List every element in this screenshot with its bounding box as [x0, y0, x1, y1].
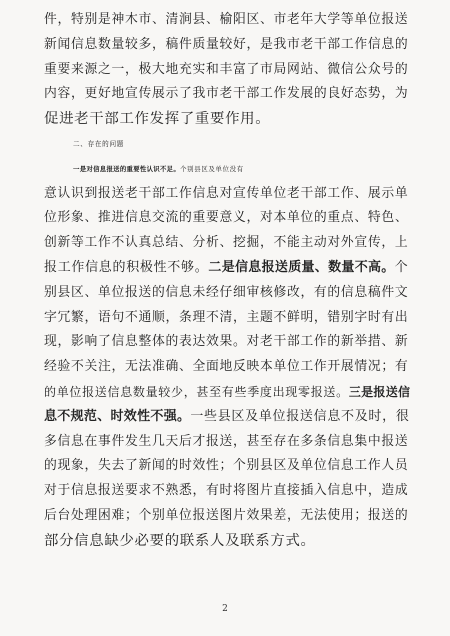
text-run: 的单位报送信息数量较少，甚至有些季度出现零报送。: [44, 384, 349, 399]
text-line: [44, 454, 410, 479]
bold-run: 息不规范、时效性不强。: [44, 408, 191, 424]
bold-run: 三是报送信: [348, 384, 411, 399]
text-line: [44, 529, 410, 554]
text-run: 意认识到报送老干部工作信息对宣传单位老干部工作、展示单: [44, 185, 409, 201]
text-line: 内容，更好地宣传展示了我市老干部工作发展的良好态势，为: [44, 86, 409, 102]
text-run: 现，影响了信息整体的表达效果。对老干部工作的新举措、新: [44, 334, 409, 350]
text-line: [44, 430, 410, 455]
text-run: 后台处理困难；个别单位报送图片效果差，无法使用；报送的: [44, 507, 409, 523]
text-line: [44, 206, 410, 231]
text-line: [44, 330, 410, 355]
section-heading: 二、存在的问题: [73, 139, 125, 148]
text-line: [44, 479, 410, 504]
text-line: 新闻信息数量较多，稿件质量较好，是我市老干部工作信息的: [44, 36, 409, 52]
text-run: 位形象、推进信息交流的重要意义，对本单位的重点、特色、: [44, 210, 409, 226]
text-line: [44, 256, 410, 281]
text-line: [44, 231, 410, 256]
text-line: [44, 355, 410, 380]
text-run: 字冗繁，语句不通顺，条理不清，主题不鲜明，错别字时有出: [44, 309, 409, 325]
document-body: [44, 8, 410, 554]
text-line: [44, 157, 410, 182]
text-line: [44, 281, 410, 306]
text-line: [44, 504, 410, 529]
text-line: 促进老干部工作发挥了重要作用。: [44, 111, 271, 128]
text-line: [44, 306, 410, 331]
text-line: 件，特别是神木市、清涧县、榆阳区、市老年大学等单位报送: [44, 12, 409, 27]
text-line: 重要来源之一，极大地充实和丰富了市局网站、微信公众号的: [44, 61, 409, 77]
text-run: 多信息在事件发生几天后才报送，甚至存在多条信息集中报送: [44, 433, 409, 449]
text-run: 报工作信息的积极性不够。: [44, 259, 209, 275]
text-run: 个: [394, 259, 409, 275]
text-line: [44, 380, 410, 405]
bold-run: 二是信息报送质量、数量不高。: [208, 259, 395, 275]
text-run: 创新等工作不认真总结、分析、挖掘，不能主动对外宣传，上: [44, 235, 409, 251]
text-run: 经验不关注，无法准确、全面地反映本单位工作开展情况；有: [44, 359, 409, 375]
page-number: 2: [222, 604, 228, 614]
text-run: 一些县区及单位报送信息不及时，很: [190, 408, 410, 424]
problems-paragraph: [44, 157, 410, 554]
intro-paragraph: [44, 8, 410, 132]
bold-run: 一是对信息报送的重要性认识不足。: [73, 164, 181, 173]
text-run: 的现象，失去了新闻的时效性；个别县区及单位信息工作人员: [44, 458, 409, 474]
text-run: 个别县区及单位没有: [180, 164, 244, 173]
text-line: [44, 405, 410, 430]
text-run: 别县区、单位报送的信息未经仔细审核修改，有的信息稿件文: [44, 284, 409, 300]
text-line: [44, 182, 410, 207]
text-run: 对于信息报送要求不熟悉，有时将图片直接插入信息中，造成: [44, 483, 409, 499]
text-run: 部分信息缺少必要的联系人及联系方式。: [44, 532, 316, 549]
